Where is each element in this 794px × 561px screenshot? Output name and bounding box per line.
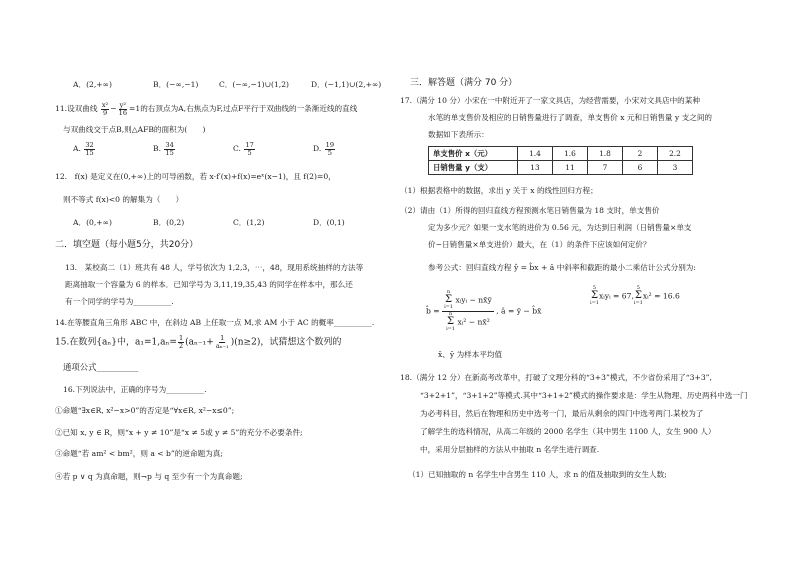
table-row <box>429 161 693 175</box>
q16-statement-1: ①命题“∃x∈R, x²−x>0”的否定是“∀x∈R, x²−x≤0”; <box>55 406 235 415</box>
mean-note: x̄、ȳ 为样本平均值 <box>438 350 503 359</box>
table-cell: 1.8 <box>588 147 623 161</box>
table-cell: 11 <box>553 161 588 175</box>
q15-paren-a: (aₙ₋₁+ <box>185 337 214 348</box>
table-cell: 2.2 <box>658 147 693 161</box>
q12-option-d: D．(0,1) <box>313 218 345 227</box>
q11-options <box>73 142 393 156</box>
intercept-formula: , â = ȳ − b̂x̄ <box>496 306 542 316</box>
q12-option-c: C．(1,2) <box>233 218 265 227</box>
table-cell: 2 <box>623 147 658 161</box>
q11-option-d: D. $\frac{19}{5}$ <box>313 141 335 157</box>
q15-paren-b: ) <box>230 337 235 348</box>
q18-line1: 18.（满分 12 分）在新高考改革中，打破了文理分科的“3+3”模式，不少省份采用了“3+3”, <box>400 373 712 382</box>
q16-statement-4: ④若 p ∨ q 为真命题，则¬p 与 q 至少有一个为真命题; <box>55 472 243 481</box>
y2-over-16: $\frac{\text{y²}}{16}$ <box>118 101 128 117</box>
q12-options <box>73 218 345 227</box>
q13-line3: 有一个同学的学号为__________. <box>65 297 174 306</box>
x2-over-9: $\frac{\text{x²}}{9}$ <box>101 101 109 117</box>
question-16: 16.下列说法中，正确的序号为__________. <box>63 385 207 394</box>
q13-line2: 距离抽取一个容量为 6 的样本．已知学号为 3,11,19,35,43 的同学在样本中，那么还 <box>65 280 353 289</box>
q11-option-c: C. $\frac{17}{5}$ <box>233 141 254 157</box>
q15-stem-b: (n≥2)，试猜想这个数列的 <box>234 337 342 348</box>
table-cell: 3 <box>658 161 693 175</box>
option-a: A．(2,+∞) <box>73 80 112 89</box>
reciprocal-term: $\frac{1}{\text{aₙ₋₁}}$ <box>215 334 229 350</box>
q18-line5: 中，采用分层抽样的方法从中抽取 n 名学生进行调查. <box>420 445 600 454</box>
row-header-sales: 日销售量 y（支） <box>429 161 518 175</box>
option-c: C．(−∞,−1)∪(1,2) <box>219 80 289 89</box>
q12-option-b: B．(0,2) <box>153 218 185 227</box>
section-2-heading: 二．填空题（每小题5分，共20分） <box>55 240 199 250</box>
question-15 <box>55 335 341 349</box>
q17-line3: 数据如下表所示： <box>428 130 489 139</box>
q17-part1: （1）根据表格中的数据，求出 y 关于 x 的线性回归方程； <box>400 186 598 195</box>
q17-part2-line2: 定为多少元？如果一支水笔的进价为 0.56 元，为达到日利润（日销售量×单支 <box>428 223 692 232</box>
q12-option-a: A．(0,+∞) <box>73 218 112 227</box>
q18-part1: （1）已知抽取的 n 名学生中含男生 110 人，求 n 的值及抽取到的女生人数; <box>408 470 667 479</box>
formula-numerator: xᵢyᵢ − nx̄ȳ <box>455 295 492 305</box>
q18-line2: “3+2+1”，“3+1+2”等模式.其中“3+1+2”模式的操作要求是：学生从物理、历史两科中选一门 <box>420 391 748 400</box>
q11-line2: 与双曲线交于点B,则△AFB的面积为( ) <box>63 125 206 134</box>
one-half: $\frac{1}{2}$ <box>178 334 184 350</box>
option-d: D．(−1,1)∪(2,+∞) <box>311 80 382 89</box>
question-11: 11.设双曲线 $\frac{\text{x²}}{9}$ − $\frac{\text{y²}}{16}$ =1的右顶点为A,右焦点为F,过点F平行于双曲线的一条渐近线的直线 <box>55 101 358 117</box>
given-x2-sum: xᵢ² = 16.6 <box>642 291 680 301</box>
q11-option-b: B. $\frac{34}{15}$ <box>153 141 174 157</box>
option-b: B．(−∞,−1) <box>153 80 199 89</box>
table-cell: 6 <box>623 161 658 175</box>
slope-formula: b̂ = n Σ i=1 xᵢyᵢ − nx̄ȳ n Σ i=1 xᵢ² − nx̄² , â = ȳ − b̂x̄ <box>426 289 542 332</box>
given-xy-sum: xᵢyᵢ = 67, <box>598 291 634 301</box>
table-row <box>429 147 693 161</box>
table-cell: 7 <box>588 161 623 175</box>
q18-line4: 了解学生的选科情况，从高二年级的 2000 名学生（其中男生 1100 人，女生 900 人） <box>420 427 716 436</box>
section-3-heading: 三．解答题（满分 70 分） <box>410 78 518 88</box>
q17-line2: 水笔的单支售价及相应的日销售量进行了调查，单支售价 x 元和日销售量 y 支之间的 <box>428 113 713 122</box>
q13-line1: 13. 某校高二（1）班共有 48 人，学号依次为 1,2,3，⋯，48，现用系统抽样的方法等 <box>65 263 364 272</box>
row-header-price: 单支售价 x（元） <box>429 147 518 161</box>
question-14: 14.在等腰直角三角形 ABC 中，在斜边 AB 上任取一点 M,求 AM 小于 AC 的概率__________. <box>55 318 375 327</box>
q15-line2: 通项公式__________ <box>63 362 139 372</box>
reference-formula-note: 参考公式：回归直线方程 ŷ = b̂x + â 中斜率和截距的最小二乘估计公式分别为: <box>428 263 696 272</box>
table-cell: 1.6 <box>553 147 588 161</box>
q17-part2-line1: （2）请由（1）所得的回归直线方程预测水笔日销售量为 18 支时，单支售价 <box>400 206 660 215</box>
q10-options <box>73 80 381 89</box>
table-cell: 1.4 <box>518 147 553 161</box>
q12-line1: 12. f(x) 是定义在(0,+∞)上的可导函数，若 x·f′(x)+f(x)=eˣ(x−1)，且 f(2)=0， <box>55 172 336 181</box>
formula-denominator: xᵢ² − nx̄² <box>457 316 490 326</box>
q16-statement-2: ②已知 x, y ∈ R，则“x + y ≠ 10”是“x ≠ 5或 y ≠ 5”的充分不必要条件; <box>55 428 303 437</box>
q11-stem-a: 11.设双曲线 <box>55 104 98 114</box>
q18-line3: 为必考科目，然后在物理和历史中选考一门，最后从剩余的四门中选考两门.某校为了 <box>420 409 704 418</box>
data-table <box>428 146 693 175</box>
table-cell: 13 <box>518 161 553 175</box>
q15-stem-a: 15.在数列{aₙ}中，a₁=1,aₙ= <box>55 337 177 348</box>
q11-option-a: A. $\frac{32}{15}$ <box>73 141 94 157</box>
q16-statement-3: ③命题“若 am² < bm²，则 a < b”的逆命题为真; <box>55 449 223 458</box>
given-values: 5 Σ i=1xᵢyᵢ = 67,5 Σ i=1xᵢ² = 16.6 <box>590 285 680 307</box>
q12-line2: 则不等式 f(x)<0 的解集为（ ） <box>63 195 184 204</box>
q17-line1: 17.（满分 10 分）小宋在一中附近开了一家文具店，为经营需要，小宋对文具店中的某种 <box>400 96 700 105</box>
q17-part2-line3: 价−日销售量×单支进价）最大，在（1）的条件下应该如何定价？ <box>428 240 651 249</box>
q11-stem-b: 的右顶点为A,右焦点为F,过点F平行于双曲线的一条渐近线的直线 <box>140 104 358 114</box>
